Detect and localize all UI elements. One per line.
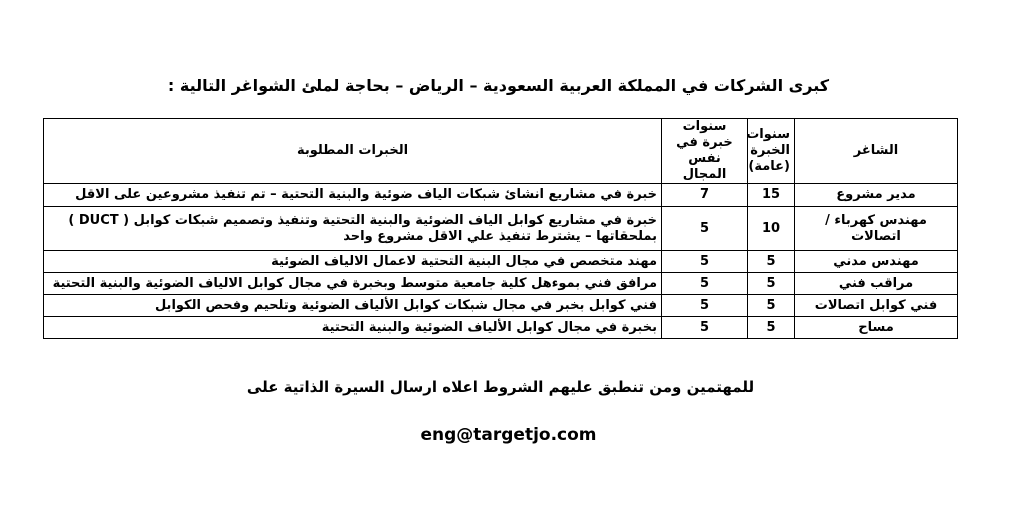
cell-position: مهندس مدني	[795, 251, 958, 273]
table-row	[44, 184, 958, 207]
table-row	[44, 207, 958, 251]
cell-experience: فني كوابل بخبر في مجال شبكات كوابل الألياف الضوئية وتلحيم وفحص الكوابل	[44, 295, 662, 317]
cell-field-years: 5	[662, 317, 748, 339]
cell-field-years: 5	[662, 295, 748, 317]
table-row	[44, 273, 958, 295]
table-header-row	[44, 119, 958, 184]
cell-total-years: 5	[748, 273, 795, 295]
page-title-text: كبرى الشركات في المملكة العربية السعودية – الرياض – بحاجة لملئ الشواغر التالية :	[167, 76, 830, 95]
cell-experience: مهند متخصص في مجال البنية التحتية لاعمال الالياف الضوئية	[44, 251, 662, 273]
table-row	[44, 251, 958, 273]
header-total-years: سنوات الخبرة (عامة)	[748, 119, 795, 184]
header-position: الشاغر	[795, 119, 958, 184]
cell-field-years: 5	[662, 251, 748, 273]
vacancies-table	[43, 118, 958, 339]
cell-experience: مرافق فني بموءهل كلية جامعية متوسط وبخبرة في مجال كوابل الالياف الضوئية والبنية التحتية	[44, 273, 662, 295]
cell-position: مراقب فني	[795, 273, 958, 295]
cell-field-years: 5	[662, 273, 748, 295]
application-instructions	[0, 378, 1017, 396]
cell-field-years: 7	[662, 184, 748, 207]
cell-field-years: 5	[662, 207, 748, 251]
table-row	[44, 295, 958, 317]
header-experience: الخبرات المطلوبة	[44, 119, 662, 184]
cell-position: مساح	[795, 317, 958, 339]
table-row	[44, 317, 958, 339]
cell-experience: خبرة في مشاريع كوابل الياف الضوئية والبنية التحتية وتنفيذ وتصميم شبكات كوابل ( DUCT ) بملحقاتها – يشترط تنفيذ علي الاقل مشروع واحد	[44, 207, 662, 251]
cell-experience: بخبرة في مجال كوابل الألياف الضوئية والبنية التحتية	[44, 317, 662, 339]
contact-email[interactable]: eng@targetjo.com	[420, 425, 597, 445]
application-instructions-text: للمهتمين ومن تنطبق عليهم الشروط اعلاه ارسال السيرة الذاتية على	[246, 378, 755, 396]
cell-position: فني كوابل اتصالات	[795, 295, 958, 317]
page-title	[0, 76, 1017, 95]
cell-total-years: 10	[748, 207, 795, 251]
cell-total-years: 15	[748, 184, 795, 207]
cell-total-years: 5	[748, 251, 795, 273]
cell-experience: خبرة في مشاريع انشائ شبكات الياف ضوئية والبنية التحتية – تم تنفيذ مشروعين على الاقل	[44, 184, 662, 207]
cell-total-years: 5	[748, 295, 795, 317]
cell-position: مهندس كهرباء / اتصالات	[795, 207, 958, 251]
cell-total-years: 5	[748, 317, 795, 339]
header-field-years: سنوات خبرة في نفس المجال	[662, 119, 748, 184]
cell-position: مدير مشروع	[795, 184, 958, 207]
